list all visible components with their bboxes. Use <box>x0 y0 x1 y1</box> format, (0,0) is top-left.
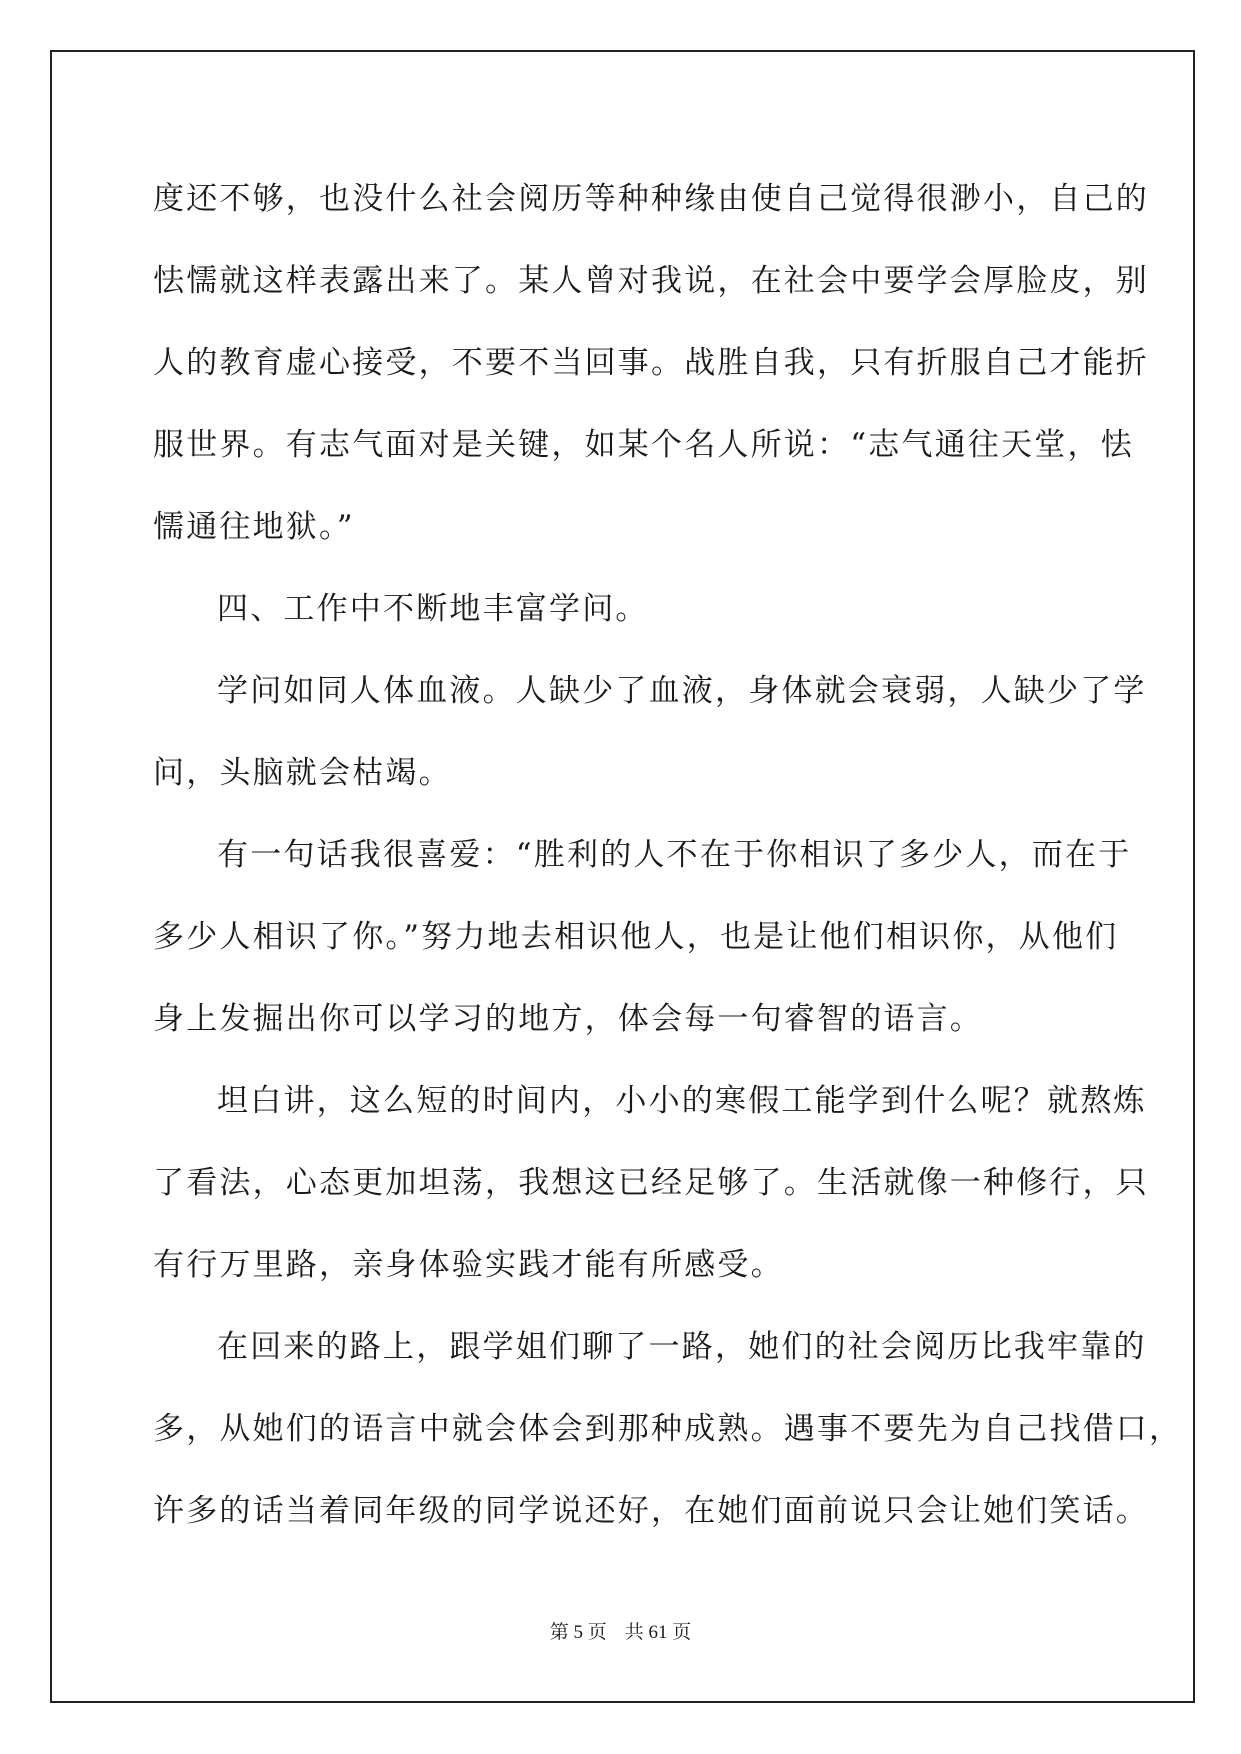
page-number: 第 5 页 <box>549 1622 607 1643</box>
section-heading: 四、工作中不断地丰富学问。 <box>217 591 649 627</box>
paragraph-first-line: 坦白讲，这么短的时间内，小小的寒假工能学到什么呢？就熬炼 <box>217 1083 1147 1119</box>
text-line: 人的教育虚心接受，不要不当回事。战胜自我，只有折服自己才能折 <box>153 345 1149 381</box>
text-line: 度还不够，也没什么社会阅历等种种缘由使自己觉得很渺小，自己的 <box>153 181 1149 217</box>
text-line: 多少人相识了你。”努力地去相识他人，也是让他们相识你，从他们 <box>153 919 1119 955</box>
text-line: 问，头脑就会枯竭。 <box>153 755 452 791</box>
document-body <box>153 158 1183 1552</box>
text-line: 服世界。有志气面对是关键，如某个名人所说：“志气通往天堂，怯 <box>153 427 1134 463</box>
text-line: 了看法，心态更加坦荡，我想这已经足够了。生活就像一种修行，只 <box>153 1165 1149 1201</box>
text-line: 身上发掘出你可以学习的地方，体会每一句睿智的语言。 <box>153 1001 983 1037</box>
paragraph-first-line: 在回来的路上，跟学姐们聊了一路，她们的社会阅历比我牢靠的 <box>217 1329 1147 1365</box>
text-line: 怯懦就这样表露出来了。某人曾对我说，在社会中要学会厚脸皮，别 <box>153 263 1149 299</box>
page-total: 共 61 页 <box>624 1622 692 1643</box>
page-footer <box>0 1617 1241 1644</box>
text-line: 懦通往地狱。” <box>153 509 355 545</box>
text-line: 许多的话当着同年级的同学说还好，在她们面前说只会让她们笑话。 <box>153 1493 1149 1529</box>
text-line: 多，从她们的语言中就会体会到那种成熟。遇事不要先为自己找借口， <box>153 1411 1183 1447</box>
paragraph-first-line: 学问如同人体血液。人缺少了血液，身体就会衰弱，人缺少了学 <box>217 673 1147 709</box>
text-line: 有行万里路，亲身体验实践才能有所感受。 <box>153 1247 784 1283</box>
paragraph-first-line: 有一句话我很喜爱：“胜利的人不在于你相识了多少人，而在于 <box>217 837 1132 873</box>
